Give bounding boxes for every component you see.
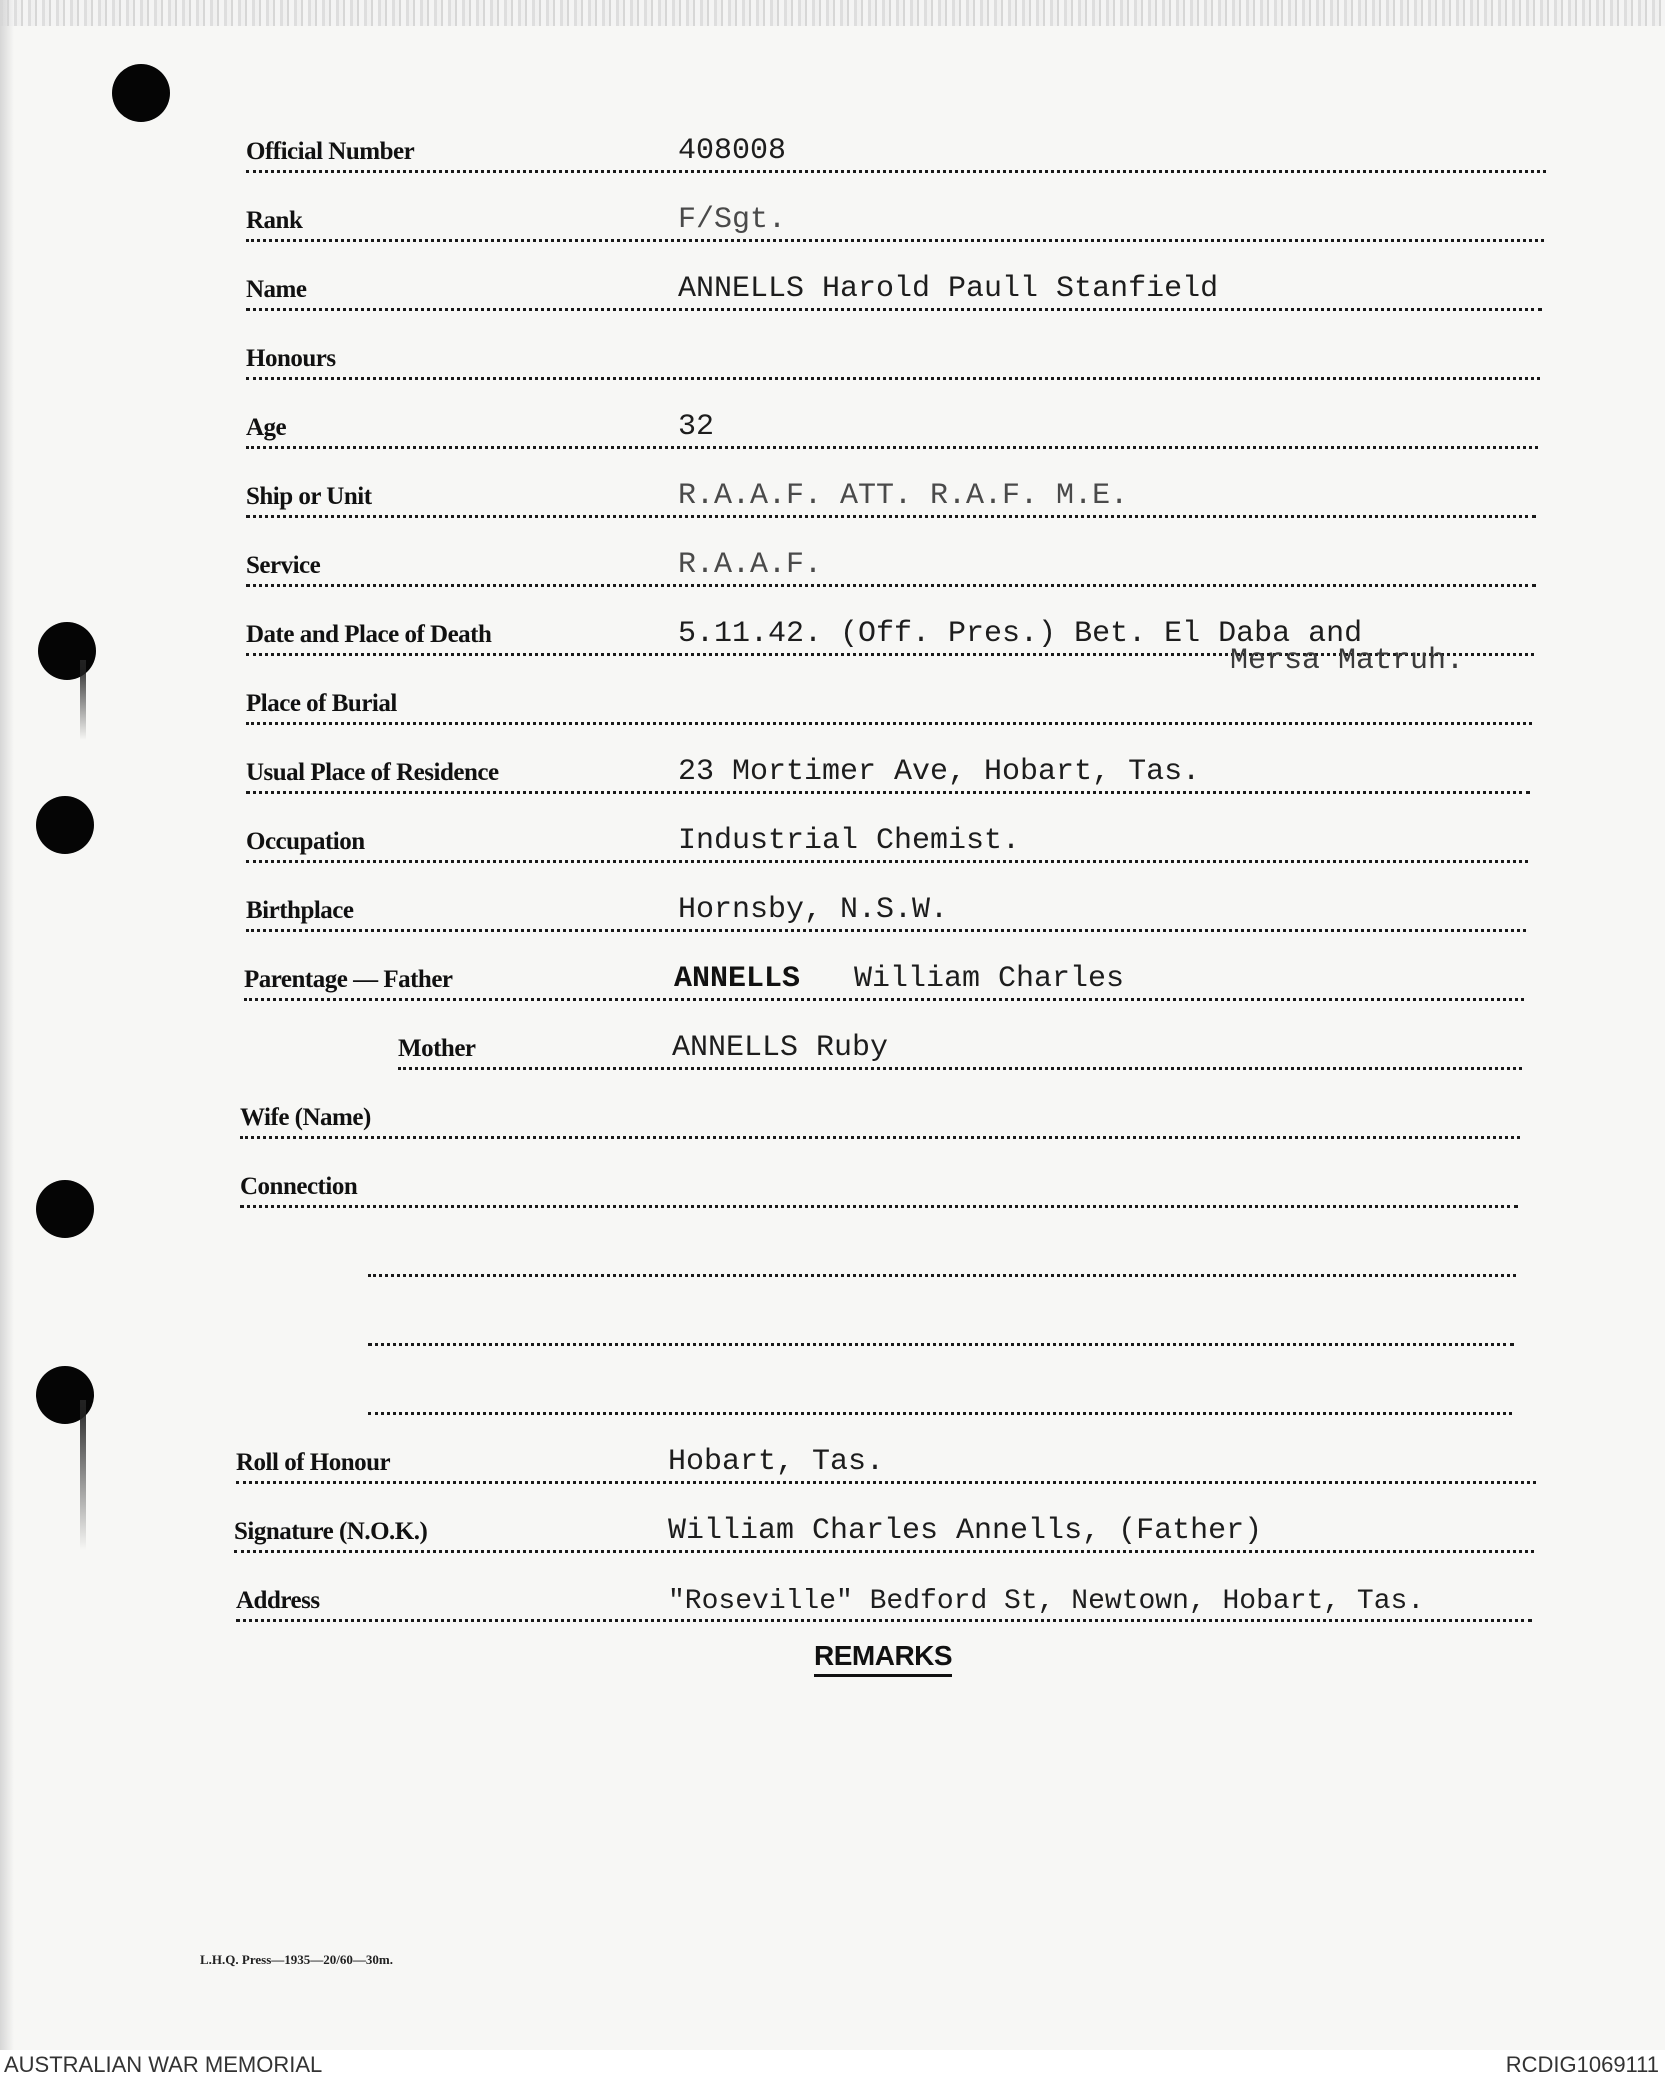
field-value: 23 Mortimer Ave, Hobart, Tas.: [678, 755, 1201, 789]
field-official-number: [246, 124, 1546, 173]
field-value: "Roseville" Bedford St, Newtown, Hobart, Tas.: [668, 1586, 1425, 1617]
scan-noise: [0, 0, 1665, 26]
field-value: William Charles Annells, (Father): [668, 1514, 1263, 1548]
field-place-of-burial: [246, 676, 1532, 725]
field-birthplace: [246, 883, 1526, 932]
punch-hole-1: [112, 64, 170, 122]
punch-hole-4: [36, 1180, 94, 1238]
field-connection: [240, 1159, 1518, 1208]
field-name: [246, 262, 1542, 311]
field-label: Address: [236, 1587, 324, 1615]
field-label: Place of Burial: [246, 690, 401, 718]
field-connection-line: [368, 1366, 1512, 1415]
field-honours: [246, 331, 1540, 380]
field-label: Roll of Honour: [236, 1449, 394, 1477]
field-value: Industrial Chemist.: [678, 824, 1021, 858]
field-value: R.A.A.F.: [678, 548, 823, 582]
field-value: R.A.A.F. ATT. R.A.F. M.E.: [678, 479, 1129, 513]
punch-hole-smudge: [80, 1400, 86, 1550]
field-label: Honours: [246, 345, 340, 373]
archive-credit: AUSTRALIAN WAR MEMORIAL: [4, 2052, 323, 2077]
field-value: Hobart, Tas.: [668, 1445, 885, 1479]
field-label: Service: [246, 552, 324, 580]
scan-edge: [0, 0, 14, 2050]
field-mother: [398, 1021, 1522, 1070]
field-service: [246, 538, 1536, 587]
field-label: Ship or Unit: [246, 483, 376, 511]
field-connection-line: [368, 1228, 1516, 1277]
printer-imprint: L.H.Q. Press—1935—20/60—30m.: [200, 1952, 393, 1967]
punch-hole-2: [38, 622, 96, 680]
field-rank: [246, 193, 1544, 242]
remarks-heading: REMARKS: [814, 1640, 952, 1677]
field-label: Birthplace: [246, 897, 358, 925]
field-roll-of-honour: [236, 1435, 1536, 1484]
punch-hole-smudge: [80, 660, 86, 740]
field-value-continuation: Mersa Matruh.: [1230, 644, 1465, 678]
field-age: [246, 400, 1538, 449]
field-label: Age: [246, 414, 290, 442]
field-value: ANNELLS Harold Paull Stanfield: [678, 272, 1219, 306]
field-occupation: [246, 814, 1528, 863]
field-value: William Charles: [854, 962, 1125, 996]
field-address: [236, 1573, 1532, 1622]
field-wife-name: [240, 1090, 1520, 1139]
field-label: Occupation: [246, 828, 369, 856]
field-value: 32: [678, 410, 715, 444]
punch-hole-3: [36, 796, 94, 854]
field-signature-nok: [234, 1504, 1534, 1553]
archive-reference-id: RCDIG1069111: [1505, 2052, 1659, 2077]
field-ship-or-unit: [246, 469, 1536, 518]
field-value: 5.11.42. (Off. Pres.) Bet. El Daba and: [678, 617, 1363, 651]
field-label: Wife (Name): [240, 1104, 375, 1132]
field-value: 408008: [678, 134, 787, 168]
field-value: Hornsby, N.S.W.: [678, 893, 949, 927]
field-connection-line: [368, 1297, 1514, 1346]
field-label: Name: [246, 276, 310, 304]
field-label: Parentage — Father: [244, 966, 457, 994]
field-usual-residence: [246, 745, 1530, 794]
field-label: Signature (N.O.K.): [234, 1518, 431, 1546]
field-label: Mother: [398, 1035, 480, 1063]
field-value: F/Sgt.: [678, 203, 787, 237]
field-label: Connection: [240, 1173, 361, 1201]
field-value: ANNELLS Ruby: [672, 1031, 889, 1065]
field-label: Rank: [246, 207, 306, 235]
field-label: Usual Place of Residence: [246, 759, 503, 787]
field-label: Official Number: [246, 138, 418, 166]
field-label: Date and Place of Death: [246, 621, 495, 649]
field-father: [244, 952, 1524, 1001]
field-value-surname: ANNELLS: [674, 962, 801, 996]
